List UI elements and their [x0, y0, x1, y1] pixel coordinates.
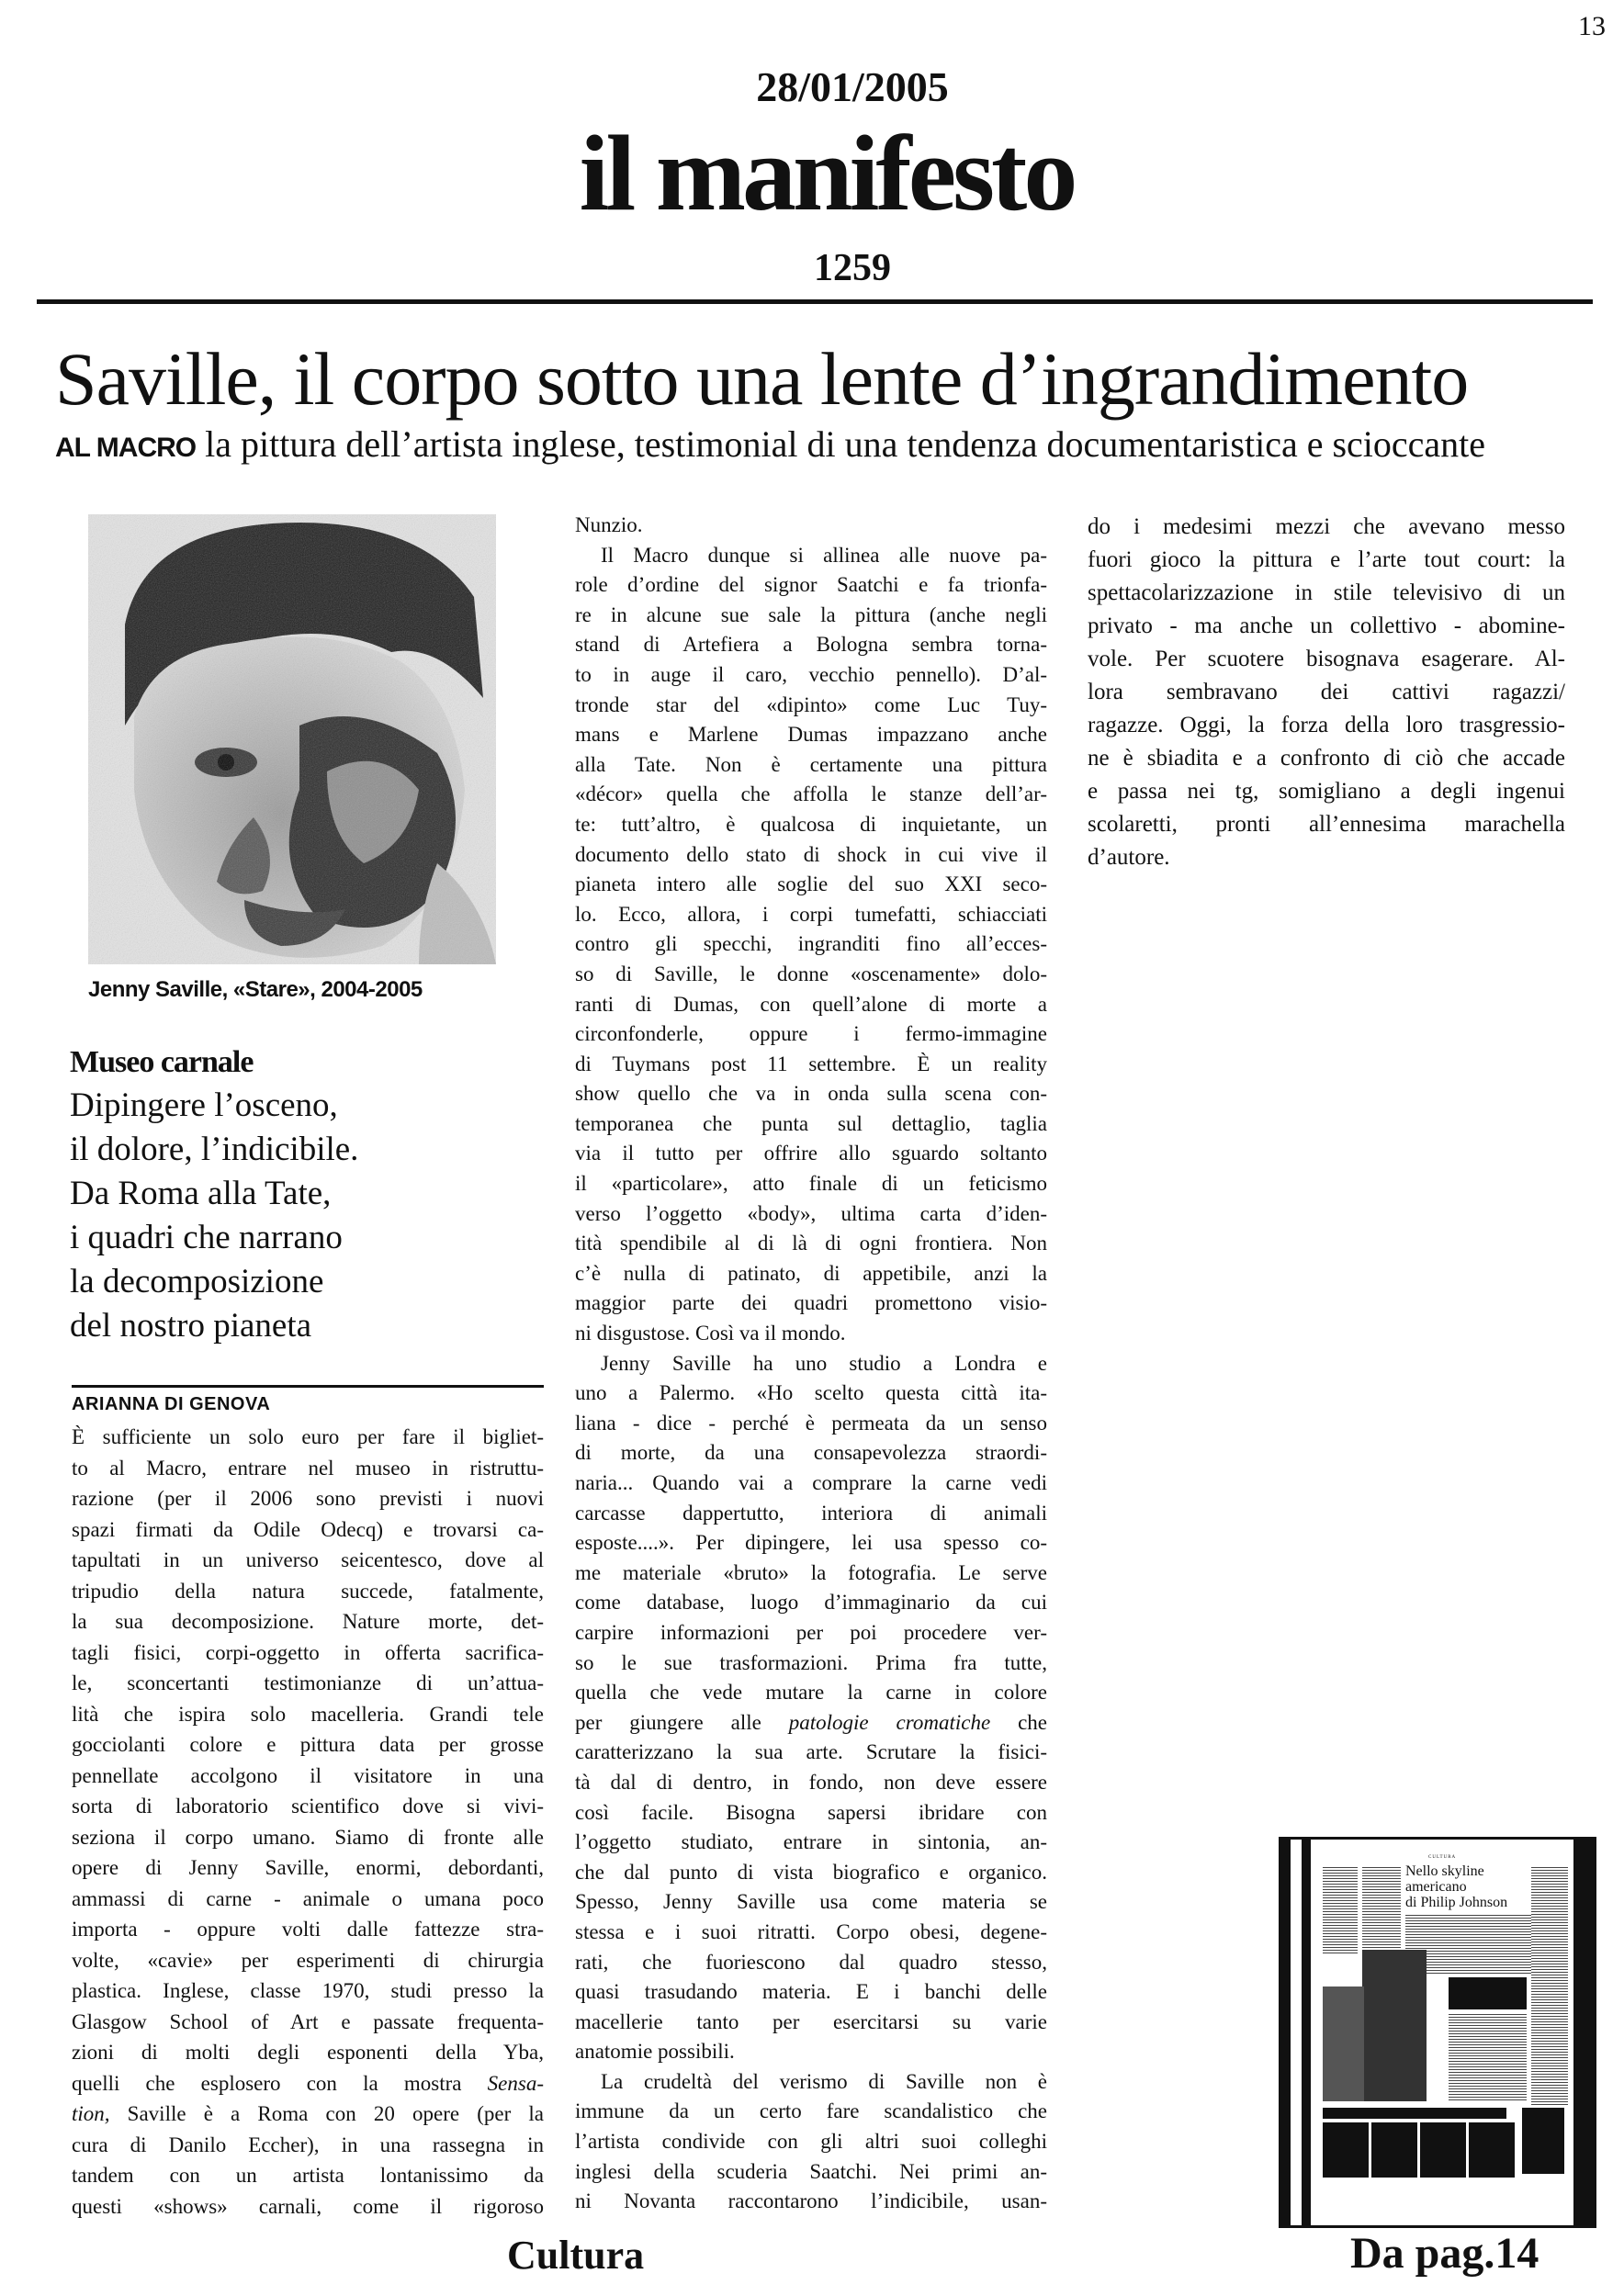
- text-line: via il tutto per offrire allo sguardo soltanto: [575, 1142, 1047, 1165]
- text-line: vole. Per scuotere bisognava esagerare. Al-: [1088, 647, 1565, 671]
- text-line: c’è nulla di patinato, di appetibile, anzi la: [575, 1261, 1047, 1285]
- continued-from-label: Da pag.14: [1350, 2229, 1539, 2278]
- text-line: te: tutt’altro, è qualcosa di inquietante, un: [575, 812, 1047, 836]
- text-line: questi «shows» carnali, come il rigoroso: [72, 2194, 544, 2218]
- painting-image: [88, 514, 496, 964]
- sidebar-box-title: Museo carnale: [70, 1045, 254, 1079]
- byline-rule: [72, 1385, 544, 1388]
- article-column-1: [72, 1422, 544, 2222]
- thumb-ad: [1371, 2122, 1417, 2178]
- text-line: sorta di laboratorio scientifico dove si vivi-: [72, 1795, 544, 1818]
- text-line: ne è sbiadita e a confronto di ciò che accade: [1088, 746, 1565, 771]
- text-line: tà dal di dentro, in fondo, non deve essere: [575, 1770, 1047, 1794]
- text-line: per giungere alle patologie cromatiche che: [575, 1710, 1047, 1734]
- thumb-ad: [1522, 2108, 1564, 2174]
- text-line: quelli che esplosero con la mostra Sensa-: [72, 2071, 544, 2095]
- text-line: quella che vede mutare la carne in colore: [575, 1681, 1047, 1705]
- text-line: naria... Quando vai a comprare la carne vedi: [575, 1471, 1047, 1494]
- text-line: ragazze. Oggi, la forza della loro trasgressio-: [1088, 713, 1565, 737]
- text-line: rati, che fuoriescono dal quadro stesso,: [575, 1950, 1047, 1974]
- header-rule: [37, 299, 1593, 304]
- text-line: carpire informazioni per poi procedere ver-: [575, 1620, 1047, 1644]
- text-line: contro gli specchi, ingranditi fino all’ecces-: [575, 932, 1047, 956]
- text-line: volte, «cavie» per esperimenti di chirurgia: [72, 1948, 544, 1972]
- text-line: tronde star del «dipinto» come Luc Tuy-: [575, 692, 1047, 716]
- author-byline: ARIANNA DI GENOVA: [72, 1394, 271, 1414]
- text-line: l’artista condivide con gli altri suoi colleghi: [575, 2130, 1047, 2154]
- text-line: che dal punto di vista biografico e organico.: [575, 1860, 1047, 1884]
- text-line: alla Tate. Non è certamente una pittura: [575, 752, 1047, 776]
- text-line: stessa e i suoi ritratti. Corpo obesi, degene-: [575, 1919, 1047, 1943]
- text-line: di Tuymans post 11 settembre. È un reality: [575, 1052, 1047, 1075]
- article-column-2: [575, 511, 1047, 2217]
- newspaper-masthead: il manifesto: [579, 113, 1075, 233]
- text-line: tapultati in un universo seicentesco, dove al: [72, 1548, 544, 1571]
- text-line: quasi trasudando materia. E i banchi delle: [575, 1980, 1047, 2004]
- thumb-headline-line: Nello skyline: [1405, 1863, 1484, 1879]
- text-line: Jenny Saville ha uno studio a Londra e: [601, 1351, 1047, 1375]
- text-line: to al Macro, entrare nel museo in ristruttu-: [72, 1456, 544, 1480]
- thumb-ad-bar: [1323, 2108, 1506, 2119]
- text-line: l’oggetto studiato, entrare in sintonia, an-: [575, 1830, 1047, 1854]
- text-line: me materiale «bruto» la fotografia. Le serve: [575, 1560, 1047, 1584]
- text-line: così facile. Bisogna sapersi ibridare con: [575, 1800, 1047, 1824]
- text-line: fuori gioco la pittura e l’arte tout court: la: [1088, 547, 1565, 572]
- text-line: Il Macro dunque si allinea alle nuove pa-: [601, 543, 1047, 567]
- text-line: La crudeltà del verismo di Saville non è: [601, 2069, 1047, 2093]
- text-line: Glasgow School of Art e passate frequenta-: [72, 2009, 544, 2033]
- text-line: re in alcune sue sale la pittura (anche negli: [575, 602, 1047, 626]
- text-line: ni Novanta raccontarono l’indicibile, usan-: [575, 2189, 1047, 2213]
- thumb-text-block: [1323, 1867, 1358, 1954]
- text-line: inglesi della scuderia Saatchi. Nei primi an-: [575, 2159, 1047, 2183]
- text-line: so di Saville, le donne «oscenamente» dolo-: [575, 962, 1047, 985]
- text-line: d’autore.: [1088, 845, 1170, 870]
- text-line: tion, Saville è a Roma con 20 opere (per la: [72, 2102, 544, 2125]
- text-line: pianeta intero alle soglie del suo XXI seco-: [575, 872, 1047, 896]
- publication-date: 28/01/2005: [756, 63, 949, 110]
- text-line: È sufficiente un solo euro per fare il bigliet-: [72, 1425, 544, 1448]
- deck-line: Dipingere l’osceno,: [70, 1086, 338, 1124]
- thumb-headline-line: di Philip Johnson: [1405, 1895, 1508, 1910]
- text-line: temporanea che punta sul dettaglio, taglia: [575, 1111, 1047, 1135]
- text-line: e passa nei tg, somigliano a degli ingenui: [1088, 779, 1565, 804]
- text-line: ranti di Dumas, con quell’alone di morte a: [575, 992, 1047, 1016]
- text-line: carcasse dappertutto, interiora di animali: [575, 1501, 1047, 1525]
- subhead-kicker: AL MACRO: [55, 433, 197, 463]
- text-line: maggior parte dei quadri promettono visio-: [575, 1291, 1047, 1315]
- text-line: documento dello stato di shock in cui vive il: [575, 842, 1047, 866]
- thumb-text-block: [1531, 1867, 1568, 2106]
- text-line: tità spendibile al di là di ogni frontiera. Non: [575, 1232, 1047, 1255]
- deck-line: il dolore, l’indicibile.: [70, 1131, 359, 1168]
- text-line: circonfonderle, oppure i fermo-immagine: [575, 1022, 1047, 1046]
- article-subheadline: [55, 424, 1573, 465]
- thumb-edge: [1281, 1840, 1291, 2225]
- text-line: verso l’oggetto «body», ultima carta d’iden-: [575, 1201, 1047, 1225]
- text-line: spazi firmati da Odile Odecq) e trovarsi ca-: [72, 1517, 544, 1541]
- article-headline: Saville, il corpo sotto una lente d’ingrandimento: [55, 337, 1469, 421]
- text-line: ammassi di carne - animale o umana poco: [72, 1886, 544, 1910]
- deck-line: i quadri che narrano: [70, 1219, 343, 1256]
- text-line: caratterizzano la sua arte. Scrutare la fisici-: [575, 1740, 1047, 1764]
- text-line: stand di Artefiera a Bologna sembra torna-: [575, 633, 1047, 657]
- text-line: liana - dice - perché è permeata da un senso: [575, 1411, 1047, 1435]
- article-column-3: [1088, 511, 1565, 874]
- thumb-building-photo: [1362, 1950, 1427, 2101]
- text-line: Spesso, Jenny Saville usa come materia se: [575, 1890, 1047, 1914]
- text-line: show quello che va in onda sulla scena con-: [575, 1082, 1047, 1106]
- thumb-text-block: [1449, 2014, 1527, 2101]
- text-line: la sua decomposizione. Nature morte, det-: [72, 1610, 544, 1633]
- text-line: to in auge il caro, vecchio pennello). D’al-: [575, 662, 1047, 686]
- deck-line: la decomposizione: [70, 1263, 324, 1300]
- thumb-edge: [1573, 1840, 1594, 2225]
- text-line: role d’ordine del signor Saatchi e fa trionfa-: [575, 573, 1047, 597]
- thumb-photo: [1449, 1977, 1527, 2009]
- text-line: gocciolanti colore e pittura data per grosse: [72, 1733, 544, 1756]
- deck-line: del nostro pianeta: [70, 1307, 312, 1345]
- text-line: mans e Marlene Dumas impazzano anche: [575, 723, 1047, 747]
- text-line: le, sconcertanti testimonianze di un’attua-: [72, 1671, 544, 1694]
- thumb-section-label: CULTURA: [1428, 1855, 1457, 1860]
- text-line: importa - oppure volti dalle fattezze stra-: [72, 1918, 544, 1941]
- text-line: il «particolare», atto finale di un feticismo: [575, 1172, 1047, 1196]
- section-label: Cultura: [507, 2233, 645, 2278]
- text-line: lità che ispira solo macelleria. Grandi tele: [72, 1702, 544, 1726]
- text-line: do i medesimi mezzi che avevano messo: [1088, 514, 1565, 539]
- text-line: lo. Ecco, allora, i corpi tumefatti, schiacciati: [575, 902, 1047, 926]
- text-line: so le sue trasformazioni. Prima fra tutte,: [575, 1650, 1047, 1674]
- text-line: tagli fisici, corpi-oggetto in offerta sacrifica-: [72, 1640, 544, 1664]
- text-line: lora sembravano dei cattivi ragazzi/: [1088, 680, 1565, 704]
- text-line: privato - ma anche un collettivo - abomine-: [1088, 613, 1565, 638]
- text-line: anatomie possibili.: [575, 2040, 735, 2064]
- text-line: pennellate accolgono il visitatore in una: [72, 1763, 544, 1787]
- text-line: tandem con un artista lontanissimo da: [72, 2164, 544, 2187]
- continued-page-thumbnail[interactable]: [1279, 1837, 1596, 2228]
- text-line: macellerie tanto per esercitarsi su varie: [575, 2009, 1047, 2033]
- text-line: uno a Palermo. «Ho scelto questa città ita-: [575, 1381, 1047, 1405]
- text-line: tripudio della natura succede, fatalmente,: [72, 1579, 544, 1603]
- deck-line: Da Roma alla Tate,: [70, 1175, 332, 1212]
- thumb-edge: [1302, 1840, 1311, 2225]
- text-line: «décor» quella che affolla le stanze dell’ar-: [575, 782, 1047, 806]
- text-line: immune da un certo fare scandalistico che: [575, 2099, 1047, 2123]
- text-line: zioni di molti degli esponenti della Yba,: [72, 2041, 544, 2064]
- sidebar-deck: [70, 1084, 358, 1348]
- thumb-headline: [1405, 1863, 1507, 1910]
- thumb-headline-line: americano: [1405, 1879, 1467, 1895]
- text-line: di morte, da una consapevolezza straordi-: [575, 1441, 1047, 1465]
- thumb-ad: [1469, 2122, 1515, 2178]
- text-line: plastica. Inglese, classe 1970, studi presso la: [72, 1979, 544, 2002]
- text-line: scolaretti, pronti all’ennesima marachella: [1088, 812, 1565, 837]
- text-line: ni disgustose. Così va il mondo.: [575, 1322, 846, 1345]
- issue-number: 1259: [814, 247, 891, 289]
- thumb-building-photo: [1323, 1986, 1364, 2101]
- text-line: opere di Jenny Saville, enormi, debordanti,: [72, 1856, 544, 1879]
- text-line: Nunzio.: [575, 513, 643, 536]
- text-line: esposte....». Per dipingere, lei usa spesso co-: [575, 1531, 1047, 1555]
- thumb-text-block: [1362, 1867, 1401, 1950]
- text-line: razione (per il 2006 sono previsti i nuovi: [72, 1487, 544, 1510]
- text-line: cura di Danilo Eccher), in una rassegna in: [72, 2133, 544, 2156]
- text-line: come database, luogo d’immaginario da cui: [575, 1591, 1047, 1615]
- text-line: spettacolarizzazione in stile televisivo di un: [1088, 580, 1565, 605]
- subhead-text: la pittura dell’artista inglese, testimonial di una tendenza documentaristica e scioccante: [205, 423, 1486, 465]
- text-line: seziona il corpo umano. Siamo di fronte alle: [72, 1825, 544, 1849]
- thumb-ad: [1323, 2122, 1369, 2178]
- photo-caption: Jenny Saville, «Stare», 2004-2005: [88, 977, 423, 1002]
- thumb-ad: [1420, 2122, 1466, 2178]
- page-number: 13: [1578, 11, 1606, 41]
